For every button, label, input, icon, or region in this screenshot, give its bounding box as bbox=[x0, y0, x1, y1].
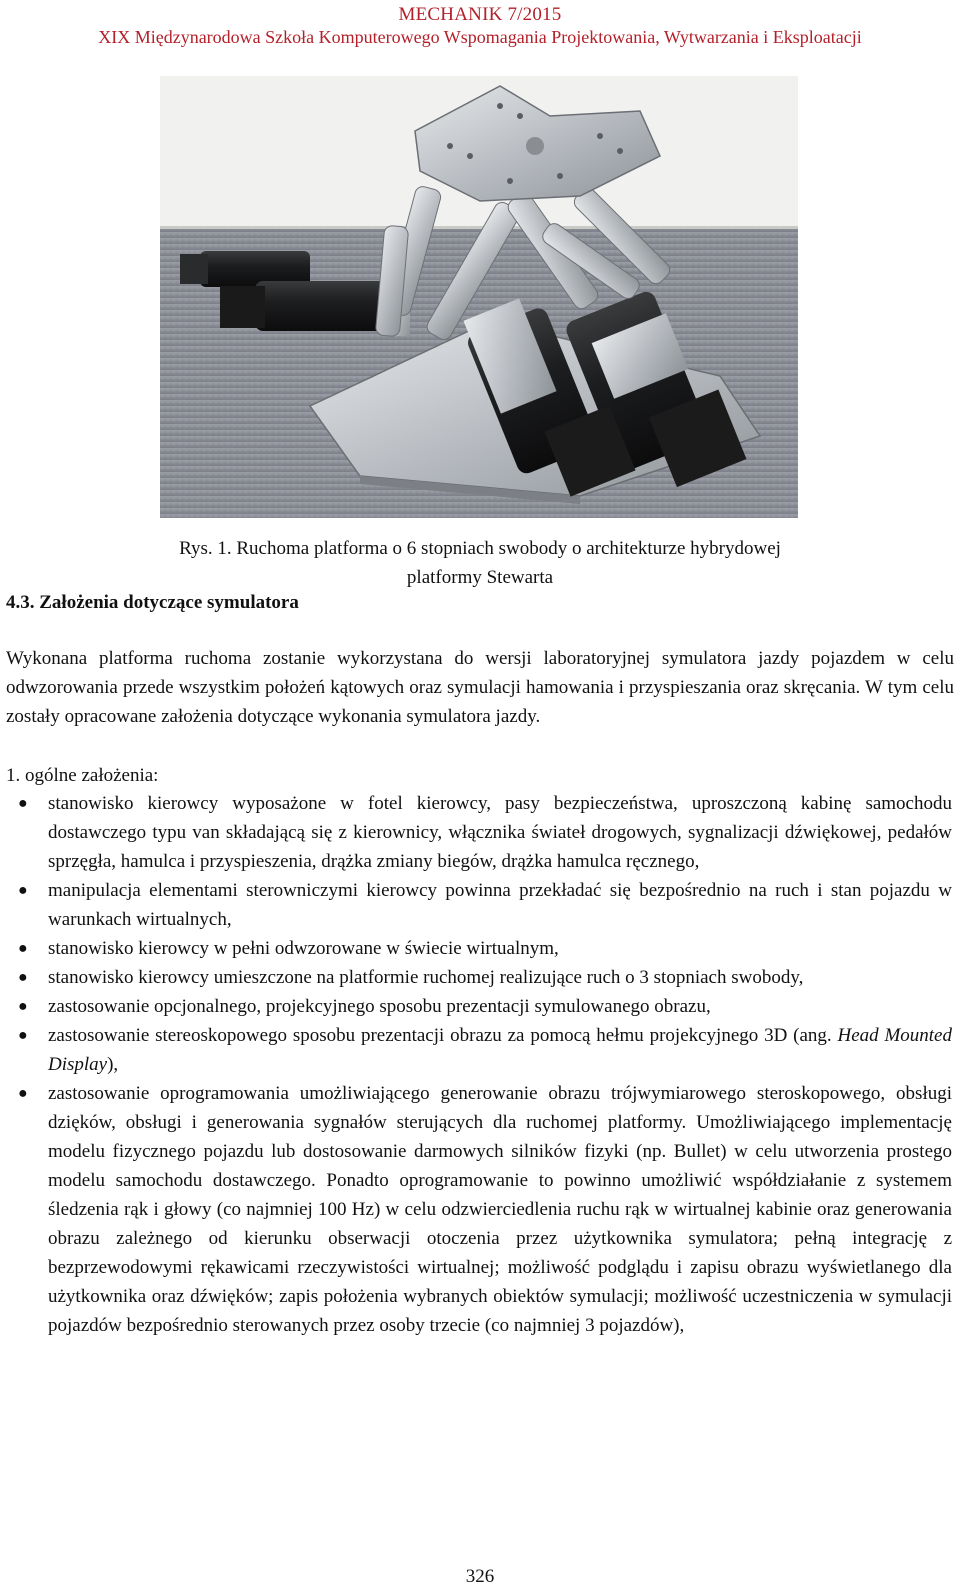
section-heading: 4.3. Założenia dotyczące symulatora bbox=[6, 592, 299, 613]
bullet-icon: ● bbox=[18, 795, 28, 812]
list-item: ● stanowisko kierowcy umieszczone na platformie ruchomej realizujące ruch o 3 stopniach swobody, bbox=[0, 963, 952, 992]
enumeration-heading: 1. ogólne założenia: bbox=[6, 765, 159, 786]
bullet-icon: ● bbox=[18, 882, 28, 899]
bullet-icon: ● bbox=[18, 969, 28, 986]
list-item: ● stanowisko kierowcy wyposażone w fotel kierowcy, pasy bezpieczeństwa, uproszczoną kabinę samochodu dostawczego typu van składającą się z kierownicy, włącznika świateł drogowych, sygnalizacji dźwiękowej, pedałów sprzęgła, hamulca i przyspieszenia, drążka zmiany biegów, drążka hamulca ręcznego, bbox=[0, 789, 952, 876]
bullet-icon: ● bbox=[18, 1027, 28, 1044]
intro-paragraph: Wykonana platforma ruchoma zostanie wykorzystana do wersji laboratoryjnej symulatora jazdy pojazdem w celu odwzorowania przede wszystkim położeń kątowych oraz symulacji hamowania i przyspieszania oraz skręcania. W tym celu zostały opracowane założenia dotyczące wykonania symulatora jazdy. bbox=[6, 648, 954, 727]
bullet-icon: ● bbox=[18, 998, 28, 1015]
page-header bbox=[0, 4, 960, 48]
list-item: ● zastosowanie stereoskopowego sposobu prezentacji obrazu za pomocą hełmu projekcyjnego 3D (ang. Head Mounted Display), bbox=[0, 1021, 952, 1079]
stewart-platform-photo bbox=[160, 76, 798, 518]
bullet-icon: ● bbox=[18, 940, 28, 957]
figure-caption-continued: platformy Stewarta bbox=[406, 567, 554, 588]
conference-title: XIX Międzynarodowa Szkoła Komputerowego Wspomagania Projektowania, Wytwarzania i Eksploatacji bbox=[98, 27, 862, 47]
journal-title: MECHANIK 7/2015 bbox=[398, 4, 562, 25]
list-item: ● zastosowanie opcjonalnego, projekcyjnego sposobu prezentacji symulowanego obrazu, bbox=[0, 992, 952, 1021]
figure-photo bbox=[160, 76, 798, 518]
page-number: 326 bbox=[465, 1566, 495, 1587]
figure-caption: Rys. 1. Ruchoma platforma o 6 stopniach swobody o architekturze hybrydowej bbox=[179, 538, 781, 559]
bullet-icon: ● bbox=[18, 1085, 28, 1102]
list-item: ● manipulacja elementami sterowniczymi kierowcy powinna przekładać się bezpośrednio na ruch i stan pojazdu w warunkach wirtualnych, bbox=[0, 876, 952, 934]
list-item: ● zastosowanie oprogramowania umożliwiającego generowanie obrazu trójwymiarowego steroskopowego, obsługi dzięków, obsługi i generowania sygnałów sterujących dla ruchomej platformy. Umożliwiającego implementację modelu fizycznego pojazdu lub dostosowanie darmowych silników fizyki (np. Bullet) w celu utworzenia prostego modelu samochodu dostawczego. Ponadto oprogramowanie to powinno umożliwić współdziałanie z systemem śledzenia rąk i głowy (co najmniej 100 Hz) w celu odzwierciedlenia ruchu rąk w wirtualnej kabinie oraz generowania obrazu zależnego od kierunku obserwacji otoczenia przez użytkownika symulatora; pełną integrację z bezprzewodowymi rękawicami rzeczywistości wirtualnej; możliwość podglądu i zapisu obrazu wyświetlanego dla użytkownika oraz dźwięków; zapis położenia wybranych obiektów symulacji; możliwość uczestniczenia w symulacji pojazdów bezpośrednio sterowanych przez osoby trzecie (co najmniej 3 pojazdów), bbox=[0, 1079, 952, 1340]
assumptions-list bbox=[0, 789, 960, 1340]
list-item: ● stanowisko kierowcy w pełni odwzorowane w świecie wirtualnym, bbox=[0, 934, 952, 963]
